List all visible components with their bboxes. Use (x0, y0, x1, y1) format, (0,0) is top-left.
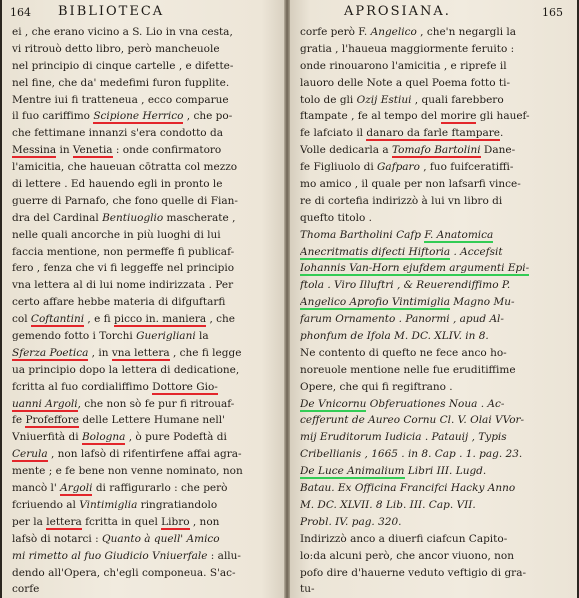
text-line (12, 396, 280, 413)
text-segment: certo affare hebbe materia di difguftarfi (12, 296, 226, 309)
text-line (12, 244, 280, 261)
text-segment: : allu- (207, 549, 241, 562)
left-page-text (12, 24, 280, 598)
text-line (12, 92, 280, 109)
red-underlined-phrase: vna lettera (111, 346, 170, 359)
text-segment: faccia mentione, non permeffe fi publicaf- (12, 245, 235, 258)
text-line (300, 108, 572, 125)
text-line (300, 277, 572, 294)
text-segment: lafsò di notarci : (12, 532, 103, 545)
text-segment: ua principio dopo la lettera di dedicatione, (12, 363, 240, 376)
text-segment: Angelico (370, 26, 417, 38)
text-line (12, 565, 280, 582)
text-segment: Accefsit (460, 245, 503, 258)
text-segment: , che po- (183, 110, 233, 123)
text-segment: gli hauef- (476, 110, 530, 123)
text-segment: Indirizzò anco a diuerfi ciafcun Capito- (300, 532, 508, 545)
text-segment: nel fine, che da' medefimi furon fupplite. (12, 76, 230, 89)
text-segment: gemendo fotto i Torchi (12, 330, 137, 343)
text-segment: lauoro delle Note a quel Poema fotto ti- (300, 76, 511, 89)
text-segment: ftola . Viro Illuftri , & Reuerendiffimo P. (300, 279, 511, 292)
text-segment: vna lettera al di lui nome indirizzata . Per (12, 279, 234, 292)
text-line (300, 429, 572, 446)
text-line (12, 531, 280, 548)
text-segment: delle Lettere Humane nell' (78, 414, 225, 427)
text-segment: , che'n negargli la (416, 26, 517, 38)
red-underlined-phrase: morire (440, 110, 477, 123)
red-underlined-phrase: Scipione Herrico (93, 110, 184, 123)
left-page-number: 164 (10, 6, 31, 19)
red-underlined-phrase: Argoli (60, 482, 93, 495)
text-line (12, 514, 280, 531)
red-underlined-phrase: Tomafo Bartolini (391, 144, 481, 157)
text-segment: col (12, 313, 31, 326)
text-segment: Vintimiglia (79, 498, 138, 511)
text-segment: Volle dedicarla a (300, 144, 392, 157)
text-segment: l'amicitia, che haueuan cōtratta col mezzo (12, 161, 238, 174)
text-segment: : onde confirmatoro (112, 144, 222, 157)
text-segment: Bentiuoglio (102, 211, 164, 224)
text-line (300, 548, 572, 565)
red-underlined-phrase: Bologna (81, 431, 126, 444)
left-running-header: BIBLIOTECA (58, 4, 165, 19)
text-line (12, 548, 280, 565)
text-line (12, 345, 280, 362)
text-segment: Ne contento di quefto ne fece anco ho- (300, 346, 507, 359)
green-underlined-phrase: Anecritmatis difecti Hiftoria (300, 245, 451, 258)
text-segment: onde rinouarono l'amicitia , e riprefe il (300, 59, 507, 72)
green-underlined-phrase: F. Anatomica (424, 228, 494, 241)
text-segment: Probl. IV. pag. 320. (300, 515, 402, 528)
text-segment: , in (88, 346, 112, 359)
text-line (300, 497, 572, 514)
text-line (12, 24, 280, 41)
text-line (12, 58, 280, 75)
red-underlined-phrase: danaro da farle ftampare (366, 127, 500, 140)
right-page-number: 165 (542, 6, 563, 19)
red-underlined-phrase: Cerula (12, 448, 48, 461)
red-underlined-phrase: lettera (46, 515, 82, 528)
text-segment: tolo de gli (300, 93, 357, 106)
text-segment: fcritta in quel (81, 515, 162, 528)
text-segment: M. DC. XLVII. 8 Lib. III. Cap. VII. (300, 498, 476, 511)
text-segment: cefferunt de Aureo Cornu Cl. V. Olai VVor- (300, 414, 525, 427)
text-segment: mente ; e fe bene non venne nominato, non (12, 465, 243, 478)
right-page-text (300, 24, 572, 598)
text-segment: fcriuendo al (12, 498, 80, 511)
text-line (300, 396, 572, 413)
text-segment: Cribellianis , 1665 . in 8. Cap . 1. pag. 23. (300, 448, 523, 461)
text-segment: noreuole mentione nelle fue eruditiffime (300, 363, 516, 376)
text-segment: farum Ornamento . Panormi , apud Al- (300, 313, 504, 326)
text-segment: ftampate , fe al tempo del (300, 110, 441, 123)
text-segment: phonfum de Ifola M. DC. XLIV. in 8. (300, 330, 489, 343)
text-segment: , che non sò fe pur fi ritrouaf- (77, 397, 235, 410)
text-line (300, 244, 572, 261)
text-line (12, 176, 280, 193)
text-line (300, 92, 572, 109)
red-underlined-phrase: uanni Argoli (12, 397, 78, 410)
text-line (300, 514, 572, 531)
text-segment: Obferuationes Noua . Ac- (366, 397, 505, 410)
text-segment: Dane- (480, 144, 516, 157)
text-line (300, 159, 572, 176)
text-segment: corfe (12, 583, 40, 596)
text-line (300, 480, 572, 497)
text-line (300, 531, 572, 548)
text-segment: di lettere . Ed hauendo egli in pronto le (12, 178, 223, 191)
red-underlined-phrase: picco in. maniera (114, 313, 207, 326)
text-line (300, 294, 572, 311)
text-line (12, 446, 280, 463)
text-line (12, 227, 280, 244)
text-line (12, 412, 280, 429)
left-page (2, 0, 284, 598)
text-line (300, 311, 572, 328)
text-segment: fe Figliuolo di (300, 161, 378, 174)
text-line (12, 125, 280, 142)
red-underlined-phrase: Profeffore (25, 414, 79, 427)
text-line (300, 260, 572, 277)
text-segment: guerre di Parnafo, che fono quelle di Fian- (12, 194, 238, 207)
text-segment: nelle quali ancorche in più luoghi di lui (12, 228, 221, 241)
text-segment: Ozij Estiui (356, 93, 412, 106)
text-segment: mi rimetto al fuo Giudicio Vniuerfale (12, 549, 208, 562)
text-segment: fcritta al fuo cordialiffimo (12, 380, 153, 393)
text-line (300, 379, 572, 396)
text-segment: , non (189, 515, 220, 528)
text-segment: Mentre iui fi tratteneua , ecco comparue (12, 93, 229, 106)
red-underlined-phrase: Venetia (72, 144, 113, 157)
text-segment: , e fi (84, 313, 114, 326)
red-underlined-phrase: Messina (12, 144, 57, 157)
green-underlined-phrase: De Vnicornu (300, 397, 367, 410)
text-line (12, 379, 280, 396)
text-line (12, 193, 280, 210)
text-segment: Libri III. Lugd. (404, 465, 487, 478)
text-line (12, 210, 280, 227)
text-segment: Quanto à quell' Amico (102, 532, 220, 545)
text-line (300, 24, 572, 41)
text-line (300, 193, 572, 210)
text-segment: il fuo cariffimo (12, 110, 94, 123)
text-line (300, 41, 572, 58)
text-segment: corfe però F. (300, 26, 371, 38)
text-segment: vi ritrouò detto libro, però mancheuole (12, 42, 220, 55)
text-line (12, 108, 280, 125)
text-line (12, 294, 280, 311)
text-segment: tu- (300, 583, 315, 596)
text-segment: Opere, che qui fi regiftrano . (300, 380, 453, 393)
text-segment: mij Eruditorum Iudicia . Patauij , Typis (300, 431, 507, 444)
text-segment: , non lafsò di rifentirfene affai agra- (47, 448, 242, 461)
text-segment: Batau. Ex Officina Francifci Hacky Anno (300, 482, 516, 495)
green-underlined-phrase: De Luce Animalium (300, 465, 405, 478)
text-segment: mascherate , (163, 211, 236, 224)
text-segment: , fuo fuifceratiffi- (419, 161, 514, 174)
text-segment: Guerigliani (136, 330, 196, 343)
text-segment: , ò pure Podeftà di (125, 431, 227, 444)
text-segment: fe (12, 414, 26, 427)
text-line (300, 227, 572, 244)
text-line (300, 142, 572, 159)
text-segment: per la (12, 515, 47, 528)
green-underlined-phrase: Iohannis Van-Horn ejufdem argumenti Epi- (300, 262, 530, 275)
text-segment: di raffigurarlo : che però (92, 482, 228, 495)
text-line (12, 142, 280, 159)
text-segment: dra del Cardinal (12, 211, 103, 224)
text-segment: . (500, 127, 504, 140)
text-segment: Thoma Bartholini Cafp (300, 228, 425, 241)
text-line (12, 75, 280, 92)
text-line (12, 480, 280, 497)
text-line (300, 581, 572, 598)
text-line (300, 362, 572, 379)
text-segment: mo amico , il quale per non lafsarfi vince- (300, 178, 521, 191)
text-line (12, 581, 280, 598)
text-line (300, 345, 572, 362)
text-segment: mancò l' (12, 482, 61, 495)
text-line (12, 463, 280, 480)
text-line (12, 277, 280, 294)
right-page (290, 0, 577, 598)
text-segment: nel principio di cinque cartelle , e difette- (12, 59, 234, 72)
text-segment: , che (206, 313, 236, 326)
text-segment: . (450, 245, 461, 258)
text-segment: ei , che erano vicino a S. Lio in vna cesta, (12, 26, 233, 38)
text-segment: lo:da alcuni però, che ancor viuono, non (300, 549, 514, 562)
text-line (12, 41, 280, 58)
text-segment: Magno Mu- (449, 296, 515, 309)
text-line (12, 429, 280, 446)
text-line (300, 565, 572, 582)
text-line (300, 446, 572, 463)
right-running-header: APROSIANA. (344, 4, 451, 19)
red-underlined-phrase: Coftantini (30, 313, 85, 326)
red-underlined-phrase: Libro (161, 515, 190, 528)
text-line (12, 159, 280, 176)
text-line (300, 58, 572, 75)
red-underlined-phrase: Sferza Poetica (12, 346, 89, 359)
text-line (300, 463, 572, 480)
text-segment: Vniuerfità di (12, 431, 82, 444)
text-segment: , che fi legge (169, 346, 242, 359)
text-segment: ringratiandolo (137, 498, 218, 511)
text-segment: pofo dire d'hauerne veduto veftigio di gra- (300, 566, 527, 579)
green-underlined-phrase: Angelico Aprofio Vintimiglia (300, 296, 450, 309)
text-segment: quefto titolo . (300, 211, 372, 224)
text-line (300, 176, 572, 193)
text-segment: dendo all'Opera, ch'egli componeua. S'ac- (12, 566, 236, 579)
text-line (12, 260, 280, 277)
text-segment: fe lafciato il (300, 127, 367, 140)
text-segment: re di cortefia indirizzò à lui vn libro di (300, 194, 503, 207)
text-line (12, 497, 280, 514)
text-segment: in (56, 144, 73, 157)
red-underlined-phrase: Dottore Gio- (152, 380, 218, 393)
text-line (300, 125, 572, 142)
text-line (300, 210, 572, 227)
text-segment: fero , fenza che vi fi leggeffe nel principio (12, 262, 235, 275)
text-segment: gratia , l'haueua maggiormente feruito : (300, 42, 515, 55)
text-line (300, 75, 572, 92)
text-line (12, 311, 280, 328)
text-segment: la (195, 330, 209, 343)
text-line (300, 328, 572, 345)
text-line (12, 362, 280, 379)
text-line (300, 412, 572, 429)
text-segment: , quali farebbero (411, 93, 504, 106)
text-segment: Gafparo (377, 161, 420, 174)
text-line (12, 328, 280, 345)
text-segment: che fettimane innanzi s'era condotto da (12, 127, 223, 140)
